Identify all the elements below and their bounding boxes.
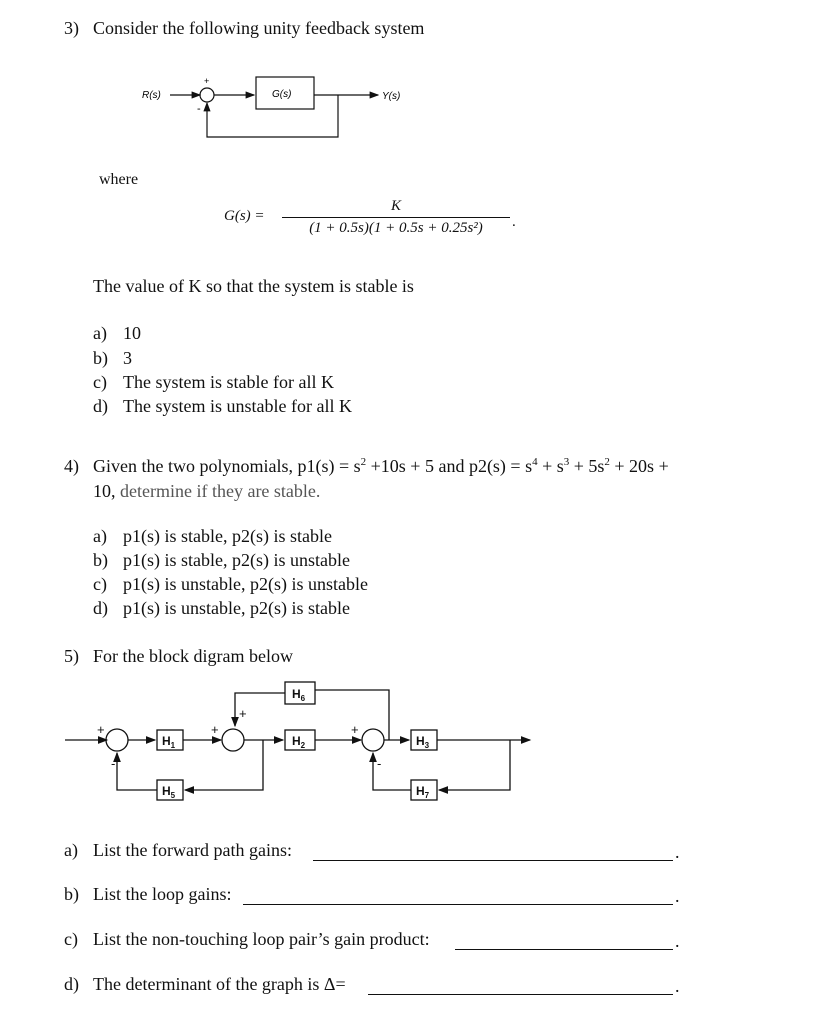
input-label: R(s) — [142, 90, 161, 101]
answer-line-a[interactable] — [313, 860, 673, 861]
q3-number: 3) — [64, 18, 79, 38]
part-b: b) List the loop gains: — [64, 884, 232, 904]
q5-prompt: For the block digram below — [93, 646, 293, 666]
q5-number: 5) — [64, 646, 79, 666]
q3-option-c: c) The system is stable for all K — [93, 372, 334, 392]
output-label: Y(s) — [382, 91, 401, 102]
period-a: . — [675, 842, 680, 862]
part-a: a) List the forward path gains: — [64, 840, 292, 860]
sum-minus-sign: - — [197, 103, 201, 115]
block-h1: $H_1$ — [162, 734, 176, 750]
where-label: where — [99, 171, 139, 188]
block-h6: $H_6$ — [292, 687, 306, 703]
s1-plus-sign: + — [97, 722, 105, 737]
summing-junction-2 — [222, 729, 244, 751]
plant-label: G(s) — [272, 89, 292, 100]
part-d: d) The determinant of the graph is Δ= — [64, 974, 346, 994]
answer-line-d[interactable] — [368, 994, 673, 995]
stability-prompt: The value of K so that the system is stable is — [93, 276, 414, 296]
part-c: c) List the non-touching loop pair’s gain product: — [64, 929, 430, 949]
q4-line2: 10, determine if they are stable. — [93, 481, 321, 501]
period-b: . — [675, 886, 680, 906]
fraction — [282, 198, 510, 237]
summing-junction-1 — [106, 729, 128, 751]
denominator: (1 + 0.5s)(1 + 0.5s + 0.25s²) — [309, 220, 483, 236]
feedback-diagram — [130, 62, 430, 152]
period-c: . — [675, 931, 680, 951]
s1-minus-sign: - — [111, 756, 116, 771]
numerator: K — [390, 198, 401, 214]
summing-junction-3 — [362, 729, 384, 751]
q4-option-b: b) p1(s) is stable, p2(s) is unstable — [93, 550, 350, 570]
sum-plus-sign: + — [204, 76, 210, 86]
answer-line-b[interactable] — [243, 904, 673, 905]
answer-line-c[interactable] — [455, 949, 673, 950]
block-h5: $H_5$ — [162, 784, 176, 800]
block-h2: $H_2$ — [292, 734, 306, 750]
q4-line1: Given the two polynomials, $p1(s) = s^2 +10s + 5$ and $p2(s) = s^4 + s^3 + 5s^2 + 20s$ + — [93, 456, 669, 476]
s2-plus-top-sign: + — [239, 706, 247, 721]
q4-option-a: a) p1(s) is stable, p2(s) is stable — [93, 526, 332, 546]
block-h3: $H_3$ — [416, 734, 430, 750]
s2-plus-left-sign: + — [211, 722, 219, 737]
block-h7: $H_7$ — [416, 784, 430, 800]
summing-junction — [200, 88, 214, 102]
period-d: . — [675, 976, 680, 996]
q3-prompt: Consider the following unity feedback system — [93, 18, 425, 38]
q3-option-b: b) 3 — [93, 348, 132, 368]
block-diagram — [55, 678, 545, 808]
q4-option-d: d) p1(s) is unstable, p2(s) is stable — [93, 598, 350, 618]
s3-minus-sign: - — [377, 756, 382, 771]
q4-option-c: c) p1(s) is unstable, p2(s) is unstable — [93, 574, 368, 594]
equation-lhs: G(s) = — [224, 208, 265, 224]
q3-option-d: d) The system is unstable for all K — [93, 396, 352, 416]
q3-option-a: a) 10 — [93, 323, 141, 343]
q4-number: 4) — [64, 456, 79, 476]
s3-plus-sign: + — [351, 722, 359, 737]
